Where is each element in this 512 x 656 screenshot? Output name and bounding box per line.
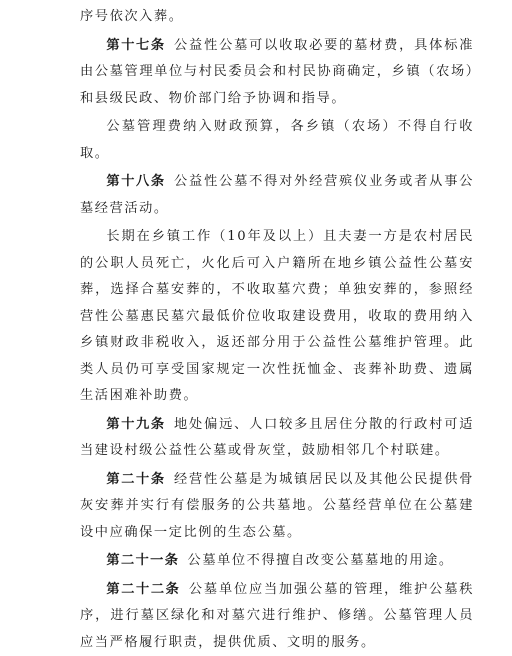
article-heading: 第十八条 [106, 174, 165, 189]
article-18-paragraph-2 [80, 224, 474, 410]
article-heading: 第二十一条 [106, 553, 179, 568]
article-heading: 第二十二条 [106, 582, 180, 597]
article-19 [80, 412, 474, 465]
paragraph-continuation [80, 4, 474, 31]
article-text: 公墓单位应当加强公墓的管理，维护公墓秩序，进行墓区绿化和对墓穴进行维护、修缮。公墓管理人员应当严格履行职责，提供优质、文明的服务。 [80, 582, 474, 650]
paragraph-text: 序号依次入葬。 [80, 9, 184, 24]
article-17 [80, 33, 474, 113]
article-heading: 第十七条 [106, 38, 165, 53]
article-20 [80, 467, 474, 547]
article-21 [80, 548, 474, 575]
article-18 [80, 169, 474, 222]
article-heading: 第二十条 [106, 472, 165, 487]
article-17-paragraph-2 [80, 114, 474, 167]
article-text: 公益性公墓可以收取必要的墓材费，具体标准由公墓管理单位与村民委员会和村民协商确定，乡镇（农场）和县级民政、物价部门给予协调和指导。 [80, 38, 474, 106]
article-text: 公墓单位不得擅自改变公墓墓地的用途。 [188, 553, 454, 568]
article-text: 公益性公墓不得对外经营殡仪业务或者从事公墓经营活动。 [80, 174, 474, 216]
paragraph-text: 长期在乡镇工作（10年及以上）且夫妻一方是农村居民的公职人员死亡，火化后可入户籍所在地乡镇公益性公墓安葬，选择合墓安葬的，不收取墓穴费；单独安葬的，参照经营性公墓惠民墓穴最低价位收取建设费用，收取的费用纳入乡镇财政非税收入，返还部分用于公益性公墓维护管理。此类人员仍可享受国家规定一次性抚恤金、丧葬补助费、遗属生活困难补助费。 [80, 229, 474, 403]
article-heading: 第十九条 [106, 417, 165, 432]
article-text: 地处偏远、人口较多且居住分散的行政村可适当建设村级公益性公墓或骨灰堂，鼓励相邻几个村联建。 [80, 417, 474, 459]
article-text: 经营性公墓是为城镇居民以及其他公民提供骨灰安葬并实行有偿服务的公共墓地。公墓经营单位在公墓建设中应确保一定比例的生态公墓。 [80, 472, 474, 540]
paragraph-text: 公墓管理费纳入财政预算，各乡镇（农场）不得自行收取。 [80, 119, 474, 161]
article-22 [80, 577, 474, 656]
